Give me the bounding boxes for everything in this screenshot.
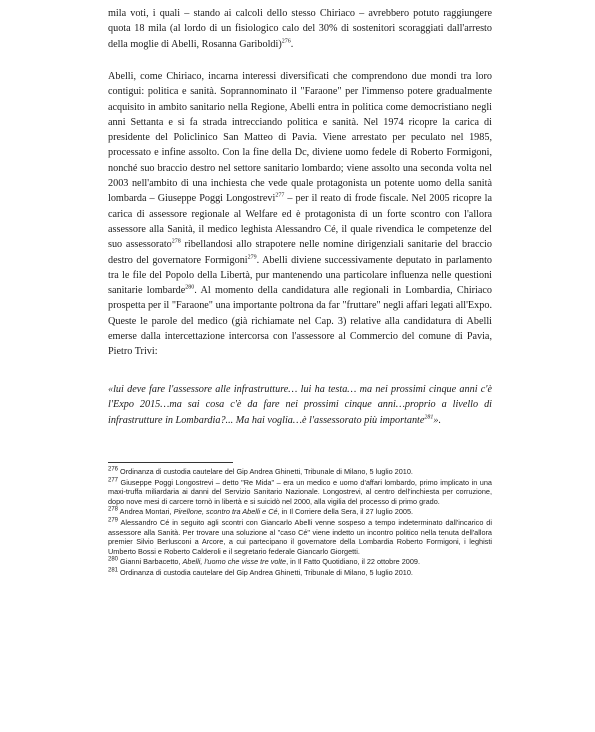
- paragraph-2-part-3: ribellandosi allo strapotere nelle nomine dirigenziali sanitarie del braccio destro del governatore Formigoni: [108, 239, 492, 266]
- footnotes: [108, 467, 492, 579]
- paragraph-2-part-5: . Al momento della candidatura alle regionali in Lombardia, Chiriaco prospetta per il "Faraone" una importante poltrona da far "fruttare" negli affari legati all'Expo. Queste le parole del medico (già richiamate nel Cap. 3) relative alla candidatura di Abelli emerse dalla intercettazione intercorsa con l'assessore al Commercio del comune di Pavia, Pietro Trivi:: [108, 285, 493, 358]
- footnote-text: Andrea Montari,: [118, 507, 174, 517]
- footnote-text: Alessandro Cé in seguito agli scontri con Giancarlo Abelli venne sospeso a tempo indeterminato dall'incarico di assessore alla Sanità. Per trovare una soluzione al "caso Cé" viene indetto un incontro politico nella tenuta dell'allora premier Silvio Berlusconi a Arcore, a cui partecipano il governatore della Lombardia Roberto Formigoni, i leghisti Umberto Bossi e Roberto Calderoli e il segretario federale Giancarlo Giorgetti.: [108, 517, 492, 556]
- paragraph-2-part-4: . Abelli diviene successivamente deputato in parlamento tra le file del Popolo della Libertà, pur mantenendo una particolare influenza nelle questioni sanitarie lombarde: [108, 254, 492, 297]
- paragraph-1: mila voti, i quali – stando ai calcoli dello stesso Chiriaco – avrebbero potuto raggiungere quota 18 mila (al lordo di un fisiologico calo del 30% di sostenitori scoraggiati dall'arresto della moglie di Abelli, Rosanna Gariboldi)$^{276}$.: [108, 8, 492, 50]
- footnote-text: Ordinanza di custodia cautelare del Gip Andrea Ghinetti, Tribunale di Milano, 5 luglio 2010.: [118, 567, 413, 577]
- footnote-source: , in Il Fatto Quotidiano, il 22 ottobre 2009.: [286, 557, 420, 567]
- footnote-281: [108, 568, 492, 578]
- footnote-text: Giuseppe Poggi Longostrevi – detto "Re Mida" – era un medico e uomo d'affari lombardo, primo implicato in una maxi-truffa miliardaria ai danni del Servizio Sanitario Nazionale. Longostrevi, al centro dell'inchiesta per corruzione, dopo nove mesi di carcere tornò in libertà e si suicidò nel 2000, alla vigilia del processo di primo grado.: [108, 477, 492, 506]
- footnote-number: 277: [108, 477, 119, 484]
- footnote-source: , in Il Corriere della Sera, il 27 luglio 2005.: [277, 507, 414, 517]
- footnote-ref-278: 278: [171, 238, 181, 245]
- footnote-text: Ordinanza di custodia cautelare del Gip Andrea Ghinetti, Tribunale di Milano, 5 luglio 2010.: [118, 467, 413, 476]
- footnote-279: [108, 518, 492, 556]
- footnote-ref-276: 276: [281, 38, 291, 45]
- paragraph-2: [108, 69, 492, 360]
- footnote-number: 281: [108, 567, 119, 574]
- paragraph-1-text: mila voti, i quali – stando ai calcoli dello stesso Chiriaco – avrebbero potuto raggiungere quota 18 mila (al lordo di un fisiologico calo del 30% di sostenitori scoraggiati dall'arresto della moglie di Abelli, Rosanna Gariboldi): [108, 8, 492, 50]
- footnote-278: [108, 507, 492, 517]
- paragraph-2-part-1: Abelli, come Chiriaco, incarna interessi diversificati che comprendono due mondi tra loro contigui: politica e sanità. Soprannominato il "Faraone" per l'immenso potere gradualmente acquisito in ambito sanitario nella Regione, Abelli entra in politica come democristiano negli anni Settanta e si fa strada intrecciando politica e sanità. Nel 1974 ricopre la carica di presidente del Policlinico San Matteo di Pavia. Viene arrestato per peculato nel 1985, processato e infine assolto. Con la fine della Dc, diviene uomo fedele di Roberto Formigoni, nonché suo braccio destro nel settore sanitario lombardo; viene assolto una seconda volta nel 2003 nell'ambito di una inchiesta che vede quale protagonista un potente uomo della sanità lombarda – Giuseppe Poggi Longostrevi: [108, 71, 492, 205]
- footnote-text: Gianni Barbacetto,: [118, 557, 183, 567]
- footnote-number: 280: [108, 556, 119, 563]
- footnote-number: 279: [108, 517, 119, 524]
- quote-text: «lui deve fare l'assessore alle infrastrutture… lui ha testa… ma nei prossimi cinque anni c'è l'Expo 2015…ma sai cosa c'è da fare nei prossimi cinque anni…proprio a livello di infrastrutture in Lombardia?... Ma hai voglia…è l'assessorato più importante: [108, 384, 492, 426]
- quote-end: ».: [433, 414, 442, 426]
- footnote-280: [108, 557, 492, 567]
- footnote-article-title: Abelli, l'uomo che visse tre volte: [182, 557, 287, 567]
- paragraph-2-part-2: – per il reato di frode fiscale. Nel 2005 ricopre la carica di assessore regionale al Welfare ed è protagonista di un forte scontro con l'allora assessore alla Sanità, il medico leghista Alessandro Cé, il quale rivendica le competenze del suo assessorato: [108, 193, 492, 251]
- footnote-ref-280: 280: [185, 284, 195, 291]
- footnote-ref-277: 277: [275, 192, 285, 199]
- footnote-277: [108, 478, 492, 507]
- quote-block: [108, 382, 492, 428]
- footnote-276: [108, 467, 492, 477]
- footnote-separator: [108, 462, 233, 463]
- footnote-ref-279: 279: [247, 254, 257, 261]
- footnote-article-title: Pirellone, scontro tra Abelli e Cé: [173, 507, 278, 517]
- footnote-number: 276: [108, 466, 119, 473]
- footnote-ref-281: 281: [424, 414, 434, 421]
- footnote-number: 278: [108, 506, 119, 513]
